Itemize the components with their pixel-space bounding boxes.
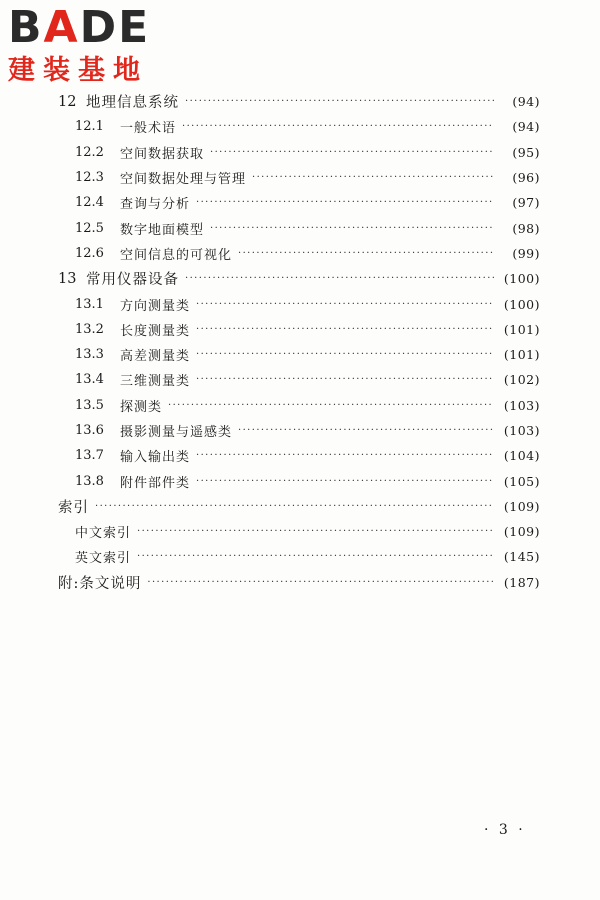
toc-entry-number: 12 bbox=[58, 93, 77, 110]
toc-entry-page: (99) bbox=[512, 245, 540, 261]
table-of-contents bbox=[58, 89, 540, 595]
toc-entry-page: (187) bbox=[503, 574, 540, 590]
dot-leader bbox=[210, 223, 494, 234]
dot-leader bbox=[137, 551, 494, 562]
toc-entry-number: 12.3 bbox=[75, 170, 104, 186]
toc-entry-number: 13.5 bbox=[75, 397, 104, 413]
dot-leader bbox=[168, 400, 494, 411]
toc-entry-number: 12.4 bbox=[75, 195, 104, 211]
toc-entry bbox=[58, 190, 540, 215]
page-number: · 3 · bbox=[484, 822, 526, 838]
toc-entry-page: (104) bbox=[503, 448, 540, 464]
toc-entry-number: 13.6 bbox=[75, 423, 104, 438]
toc-entry-title: 常用仪器设备 bbox=[86, 272, 179, 289]
toc-entry-page: (103) bbox=[503, 423, 540, 438]
toc-entry-number: 13.3 bbox=[75, 347, 104, 363]
dot-leader bbox=[238, 425, 494, 436]
toc-entry-title: 三维测量类 bbox=[120, 374, 191, 390]
toc-entry-page: (96) bbox=[512, 170, 540, 186]
toc-entry-page: (100) bbox=[503, 296, 540, 312]
toc-entry-title: 英文索引 bbox=[75, 551, 132, 567]
toc-entry-title: 高差测量类 bbox=[120, 349, 191, 365]
dot-leader bbox=[95, 501, 494, 512]
toc-entry-page: (101) bbox=[503, 321, 540, 337]
toc-entry-number: 13.4 bbox=[75, 372, 104, 388]
toc-entry-title: 探测类 bbox=[120, 399, 163, 415]
toc-entry bbox=[58, 544, 540, 569]
toc-entry bbox=[58, 215, 540, 240]
toc-entry-number: 12.1 bbox=[75, 119, 104, 135]
toc-entry bbox=[58, 291, 540, 316]
toc-entry bbox=[58, 443, 540, 468]
toc-entry-page: (94) bbox=[512, 94, 540, 110]
dot-leader bbox=[196, 299, 494, 310]
toc-entry bbox=[58, 494, 540, 519]
toc-entry-title: 附件部件类 bbox=[120, 475, 191, 491]
toc-entry bbox=[58, 342, 540, 367]
dot-leader bbox=[196, 450, 494, 461]
toc-entry-title: 中文索引 bbox=[75, 526, 132, 542]
toc-entry-page: (109) bbox=[503, 524, 540, 540]
toc-entry-title: 附:条文说明 bbox=[58, 575, 142, 592]
toc-entry-title: 查询与分析 bbox=[120, 197, 191, 213]
dot-leader bbox=[210, 147, 494, 158]
dot-leader bbox=[185, 273, 494, 284]
toc-entry-number: 12.6 bbox=[75, 245, 104, 261]
toc-entry-number: 13.2 bbox=[75, 321, 104, 337]
dot-leader bbox=[147, 577, 494, 588]
toc-entry-page: (145) bbox=[503, 549, 540, 565]
dot-leader bbox=[196, 374, 494, 385]
toc-entry-title: 长度测量类 bbox=[120, 323, 191, 339]
toc-entry-number: 12.2 bbox=[75, 144, 104, 160]
toc-entry bbox=[58, 393, 540, 418]
toc-entry-title: 方向测量类 bbox=[120, 298, 191, 314]
toc-entry-title: 摄影测量与遥感类 bbox=[120, 425, 233, 440]
toc-entry-page: (105) bbox=[503, 473, 540, 489]
toc-entry bbox=[58, 89, 540, 114]
toc-entry-title: 空间信息的可视化 bbox=[120, 247, 233, 263]
toc-entry-page: (102) bbox=[503, 372, 540, 388]
toc-entry-title: 地理信息系统 bbox=[86, 95, 179, 112]
toc-entry-page: (109) bbox=[503, 498, 540, 514]
dot-leader bbox=[196, 197, 494, 208]
dot-leader bbox=[196, 349, 494, 360]
toc-entry-number: 13.1 bbox=[75, 296, 104, 312]
toc-entry bbox=[58, 241, 540, 266]
toc-entry bbox=[58, 140, 540, 165]
toc-entry bbox=[58, 367, 540, 392]
toc-entry-title: 一般术语 bbox=[120, 121, 177, 137]
toc-entry-page: (94) bbox=[512, 119, 540, 135]
toc-entry-page: (103) bbox=[503, 397, 540, 413]
dot-leader bbox=[137, 526, 494, 537]
toc-entry-number: 13.7 bbox=[75, 448, 104, 464]
toc-entry bbox=[58, 266, 540, 291]
toc-entry-page: (98) bbox=[512, 220, 540, 236]
dot-leader bbox=[238, 248, 494, 259]
logo-subtitle: 建装基地 bbox=[8, 55, 148, 86]
dot-leader bbox=[182, 121, 494, 132]
toc-entry-number: 12.5 bbox=[75, 220, 104, 236]
toc-entry-title: 数字地面模型 bbox=[120, 222, 205, 238]
toc-entry bbox=[58, 165, 540, 190]
toc-entry-title: 索引 bbox=[58, 499, 89, 516]
toc-entry-page: (100) bbox=[503, 271, 540, 287]
toc-entry-page: (97) bbox=[512, 195, 540, 211]
toc-entry bbox=[58, 317, 540, 342]
toc-entry-page: (101) bbox=[503, 347, 540, 363]
toc-entry-page: (95) bbox=[512, 144, 540, 160]
toc-entry-number: 13 bbox=[58, 270, 77, 287]
toc-entry-title: 输入输出类 bbox=[120, 450, 191, 466]
dot-leader bbox=[196, 476, 494, 487]
toc-entry-title: 空间数据获取 bbox=[120, 146, 205, 162]
bade-logo bbox=[8, 4, 150, 86]
dot-leader bbox=[252, 172, 494, 183]
dot-leader bbox=[196, 324, 494, 335]
toc-entry bbox=[58, 468, 540, 493]
toc-entry bbox=[58, 519, 540, 544]
toc-entry bbox=[58, 570, 540, 595]
toc-entry-number: 13.8 bbox=[75, 473, 104, 489]
toc-entry-title: 空间数据处理与管理 bbox=[120, 172, 247, 188]
toc-entry bbox=[58, 114, 540, 139]
toc-entry bbox=[58, 418, 540, 443]
dot-leader bbox=[185, 96, 494, 107]
logo-brand: BADE bbox=[8, 2, 151, 53]
